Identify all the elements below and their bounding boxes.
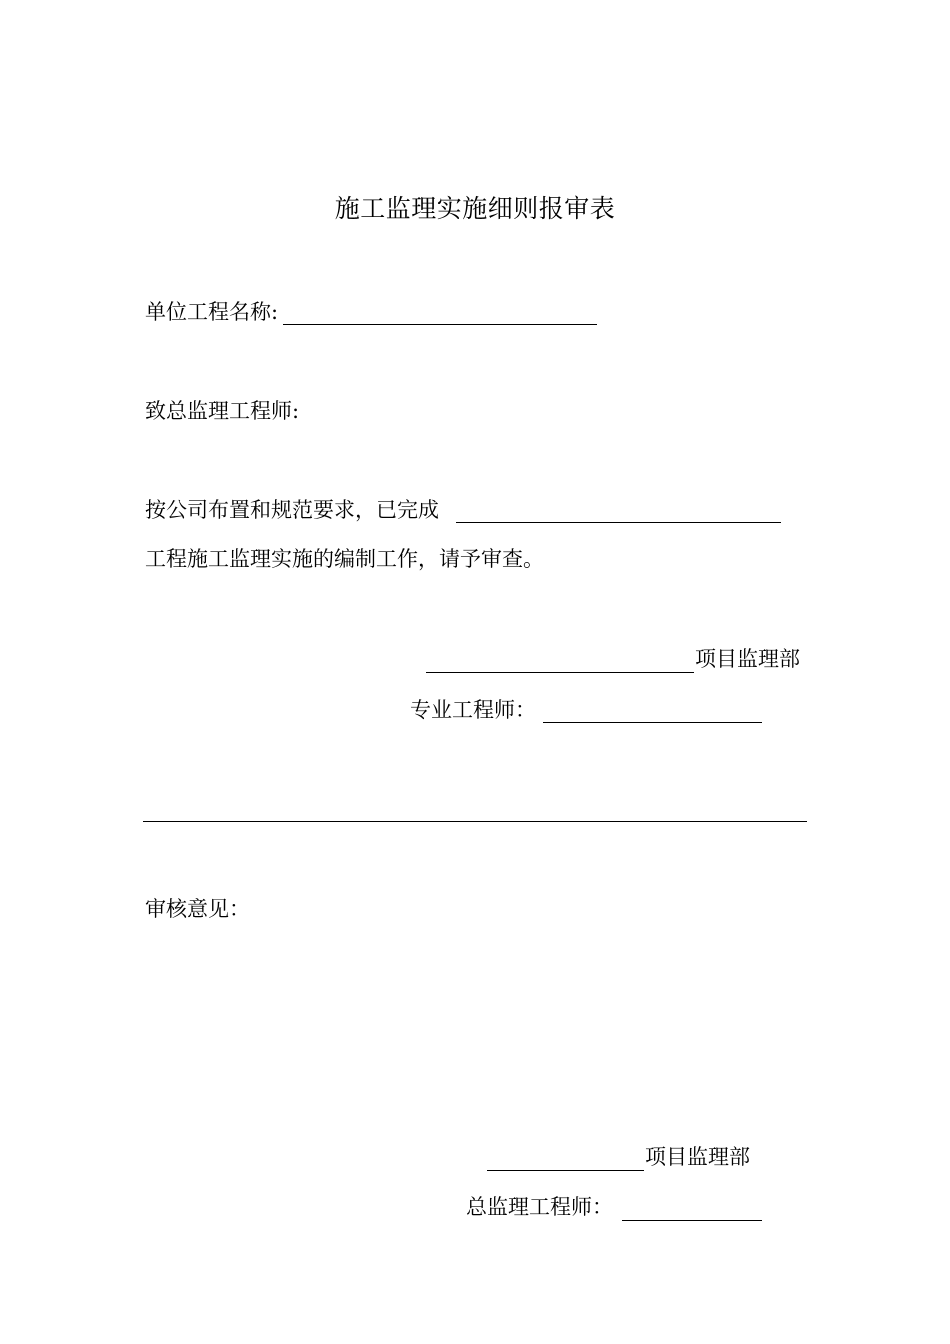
section-divider [143, 821, 807, 822]
chief-engineer-signature-field[interactable] [622, 1220, 762, 1221]
form-title: 施工监理实施细则报审表 [334, 194, 616, 223]
unit-project-name-field[interactable] [283, 324, 597, 325]
chief-engineer-label: 总监理工程师： [466, 1195, 613, 1219]
department-name-blank-field-2[interactable] [487, 1170, 644, 1171]
specialist-engineer-label: 专业工程师： [410, 698, 536, 722]
specialist-engineer-signature-field[interactable] [543, 722, 762, 723]
addressee-line: 致总监理工程师: [145, 399, 300, 423]
unit-project-label: 单位工程名称: [145, 300, 279, 324]
review-opinion-label: 审核意见： [145, 897, 250, 921]
project-name-blank-field[interactable] [456, 522, 781, 523]
body-line-1: 按公司布置和规范要求，已完成 [145, 498, 439, 522]
department-name-blank-field-1[interactable] [426, 672, 694, 673]
body-line-2: 工程施工监理实施的编制工作，请予审查。 [145, 547, 544, 571]
department-suffix-1: 项目监理部 [695, 647, 800, 671]
department-suffix-2: 项目监理部 [645, 1145, 750, 1169]
